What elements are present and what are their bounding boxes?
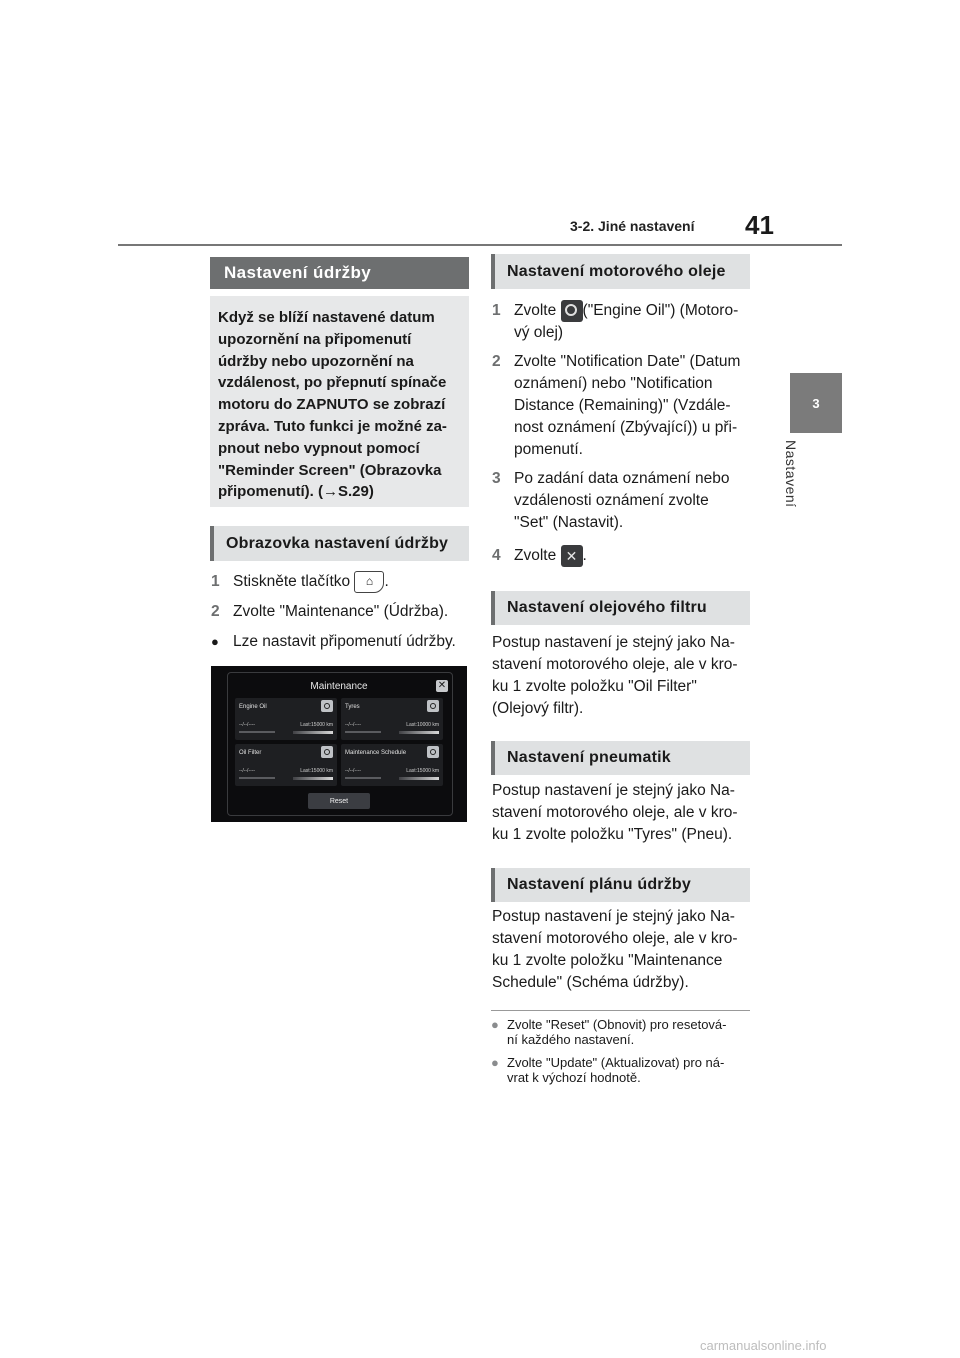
text-line: stavení motorového oleje, ale v kro- bbox=[492, 804, 738, 821]
step-text-part: Zvolte bbox=[514, 302, 557, 320]
chapter-tab: 3 bbox=[790, 373, 842, 433]
notice-line: motoru do ZAPNUTO se zobrazí bbox=[218, 396, 446, 414]
cell-bar-progress bbox=[399, 777, 439, 780]
step-text: Zvolte "Maintenance" (Údržba). bbox=[233, 603, 449, 621]
step-line: pomenutí. bbox=[514, 441, 583, 459]
notice-line: upozornění na připomenutí bbox=[218, 330, 412, 348]
step-line: Po zadání data oznámení nebo bbox=[514, 470, 730, 488]
step-line: vzdálenosti oznámení zvolte bbox=[514, 492, 709, 510]
step-text bbox=[514, 468, 754, 534]
cell-bar-date bbox=[345, 731, 381, 733]
text-line: Schedule" (Schéma údržby). bbox=[492, 974, 689, 991]
step-1 bbox=[211, 571, 471, 593]
step-line: vý olej) bbox=[514, 324, 564, 342]
step-number: 2 bbox=[492, 353, 501, 371]
heading-maintenance: Nastavení údržby bbox=[210, 257, 469, 289]
step-4 bbox=[492, 545, 754, 567]
cell-bar-progress bbox=[293, 731, 333, 734]
heading-engine-oil: Nastavení motorového oleje bbox=[491, 254, 750, 289]
step-text-part: Stiskněte tlačítko bbox=[233, 573, 351, 591]
heading-oil-filter: Nastavení olejového filtru bbox=[491, 591, 750, 625]
cell-oil-filter[interactable] bbox=[235, 744, 337, 786]
cell-bar-date bbox=[239, 731, 275, 733]
step-number: 3 bbox=[492, 470, 501, 488]
cell-bar-date bbox=[239, 777, 275, 779]
cell-bar-date bbox=[345, 777, 381, 779]
cell-date: --/--/---- bbox=[345, 768, 362, 774]
cell-bar-progress bbox=[399, 731, 439, 734]
note-line: Zvolte "Update" (Aktualizovat) pro ná- bbox=[507, 1055, 725, 1070]
text-line: Postup nastavení je stejný jako Na- bbox=[492, 782, 735, 799]
step-number: 4 bbox=[492, 547, 501, 565]
cell-maintenance-schedule[interactable] bbox=[341, 744, 443, 786]
notes-divider bbox=[491, 1010, 750, 1011]
cell-label: Maintenance Schedule bbox=[345, 750, 407, 756]
step-line: Zvolte "Notification Date" (Datum bbox=[514, 353, 741, 371]
notice-line: údržby nebo upozornění na bbox=[218, 352, 414, 370]
step-line: oznámení) nebo "Notification bbox=[514, 375, 713, 393]
cell-label: Engine Oil bbox=[239, 704, 267, 710]
text-line: Postup nastavení je stejný jako Na- bbox=[492, 634, 735, 651]
cell-last: Last:15000 km bbox=[300, 722, 333, 728]
text-line: stavení motorového oleje, ale v kro- bbox=[492, 656, 738, 673]
text-line: (Olejový filtr). bbox=[492, 700, 584, 717]
tyres-text bbox=[492, 780, 754, 846]
header-divider bbox=[118, 244, 842, 246]
step-list-right bbox=[492, 300, 754, 567]
step-text bbox=[514, 545, 754, 567]
cell-date: --/--/---- bbox=[345, 722, 362, 728]
step-1 bbox=[492, 300, 754, 344]
home-icon-glyph: ⌂ bbox=[365, 574, 374, 588]
notice-line: připomenutí). (→S.29) bbox=[218, 483, 374, 501]
notice-line: "Reminder Screen" (Obrazovka bbox=[218, 461, 442, 479]
screenshot-title: Maintenance bbox=[310, 681, 368, 692]
note-text bbox=[507, 1017, 726, 1047]
step-text-part: . bbox=[384, 573, 389, 591]
text-line: Postup nastavení je stejný jako Na- bbox=[492, 908, 735, 925]
step-line: "Set" (Nastavit). bbox=[514, 514, 624, 532]
section-title: 3-2. Jiné nastavení bbox=[570, 218, 695, 234]
notice-line: pnout nebo vypnout pomocí bbox=[218, 439, 420, 457]
heading-maintenance-screen: Obrazovka nastavení údržby bbox=[210, 526, 469, 561]
home-button-icon bbox=[354, 571, 384, 593]
note-line: Zvolte "Reset" (Obnovit) pro resetová- bbox=[507, 1017, 727, 1032]
note-line: vrat k výchozí hodnotě. bbox=[507, 1070, 641, 1085]
notice-line: vzdálenost, po přepnutí spínače bbox=[218, 374, 447, 392]
step-text bbox=[233, 571, 471, 593]
cell-date: --/--/---- bbox=[239, 722, 256, 728]
bullet-text: Lze nastavit připomenutí údržby. bbox=[233, 633, 456, 651]
note-text bbox=[507, 1055, 724, 1085]
gear-icon[interactable] bbox=[321, 746, 333, 758]
heading-maintenance-schedule: Nastavení plánu údržby bbox=[491, 868, 750, 902]
step-text-part: . bbox=[582, 547, 587, 565]
step-3 bbox=[492, 468, 754, 534]
step-2 bbox=[492, 351, 754, 461]
step-line bbox=[514, 300, 754, 322]
text-line: stavení motorového oleje, ale v kro- bbox=[492, 930, 738, 947]
notes bbox=[491, 1017, 753, 1085]
step-text bbox=[514, 300, 754, 344]
note-item bbox=[491, 1055, 753, 1085]
note-item bbox=[491, 1017, 753, 1047]
text-line: ku 1 zvolte položku "Oil Filter" bbox=[492, 678, 697, 695]
step-text-part: Zvolte bbox=[514, 547, 557, 565]
cell-engine-oil[interactable] bbox=[235, 698, 337, 740]
gear-icon[interactable] bbox=[427, 700, 439, 712]
bullet-icon: ● bbox=[491, 1055, 499, 1070]
bullet-icon: ● bbox=[211, 634, 219, 650]
step-line: nost oznámení (Zbývající)) u při- bbox=[514, 419, 738, 437]
cell-last: Last:10000 km bbox=[406, 722, 439, 728]
watermark: carmanualsonline.info bbox=[700, 1338, 827, 1353]
close-icon[interactable]: ✕ bbox=[437, 680, 447, 691]
maintenance-screenshot bbox=[211, 666, 467, 822]
close-icon bbox=[561, 545, 583, 567]
text-line: ku 1 zvolte položku "Tyres" (Pneu). bbox=[492, 826, 733, 843]
step-list-left bbox=[211, 571, 471, 653]
chapter-label bbox=[783, 440, 807, 520]
cell-label: Tyres bbox=[345, 704, 360, 710]
reset-button[interactable]: Reset bbox=[308, 793, 370, 809]
oil-filter-text bbox=[492, 632, 754, 720]
cell-tyres[interactable] bbox=[341, 698, 443, 740]
gear-icon[interactable] bbox=[427, 746, 439, 758]
close-glyph: ✕ bbox=[565, 548, 578, 565]
text-line: ku 1 zvolte položku "Maintenance bbox=[492, 952, 723, 969]
step-number: 1 bbox=[211, 573, 220, 590]
schedule-text bbox=[492, 906, 754, 994]
cell-bar-progress bbox=[293, 777, 333, 780]
page-number: 41 bbox=[745, 210, 774, 240]
bullet-icon: ● bbox=[491, 1017, 499, 1032]
cell-date: --/--/---- bbox=[239, 768, 256, 774]
notice-line: zpráva. Tuto funkci je možné za- bbox=[218, 417, 447, 435]
cell-last: Last:15000 km bbox=[300, 768, 333, 774]
step-number: 2 bbox=[211, 603, 220, 621]
step-line: Distance (Remaining)" (Vzdále- bbox=[514, 397, 731, 415]
note-line: ní každého nastavení. bbox=[507, 1032, 635, 1047]
step-number: 1 bbox=[492, 302, 501, 319]
chapter-label-text: Nastavení bbox=[783, 440, 799, 508]
notice-line: Když se blíží nastavené datum bbox=[218, 309, 435, 326]
heading-tyres: Nastavení pneumatik bbox=[491, 741, 750, 775]
cell-label: Oil Filter bbox=[239, 750, 262, 756]
gear-icon[interactable] bbox=[321, 700, 333, 712]
step-text bbox=[514, 351, 754, 461]
step-2 bbox=[211, 601, 471, 623]
bullet-item bbox=[211, 631, 471, 653]
cell-last: Last:15000 km bbox=[406, 768, 439, 774]
settings-icon bbox=[561, 300, 583, 322]
notice-box bbox=[210, 296, 469, 507]
step-text-part: ("Engine Oil") (Motoro- bbox=[582, 302, 739, 320]
